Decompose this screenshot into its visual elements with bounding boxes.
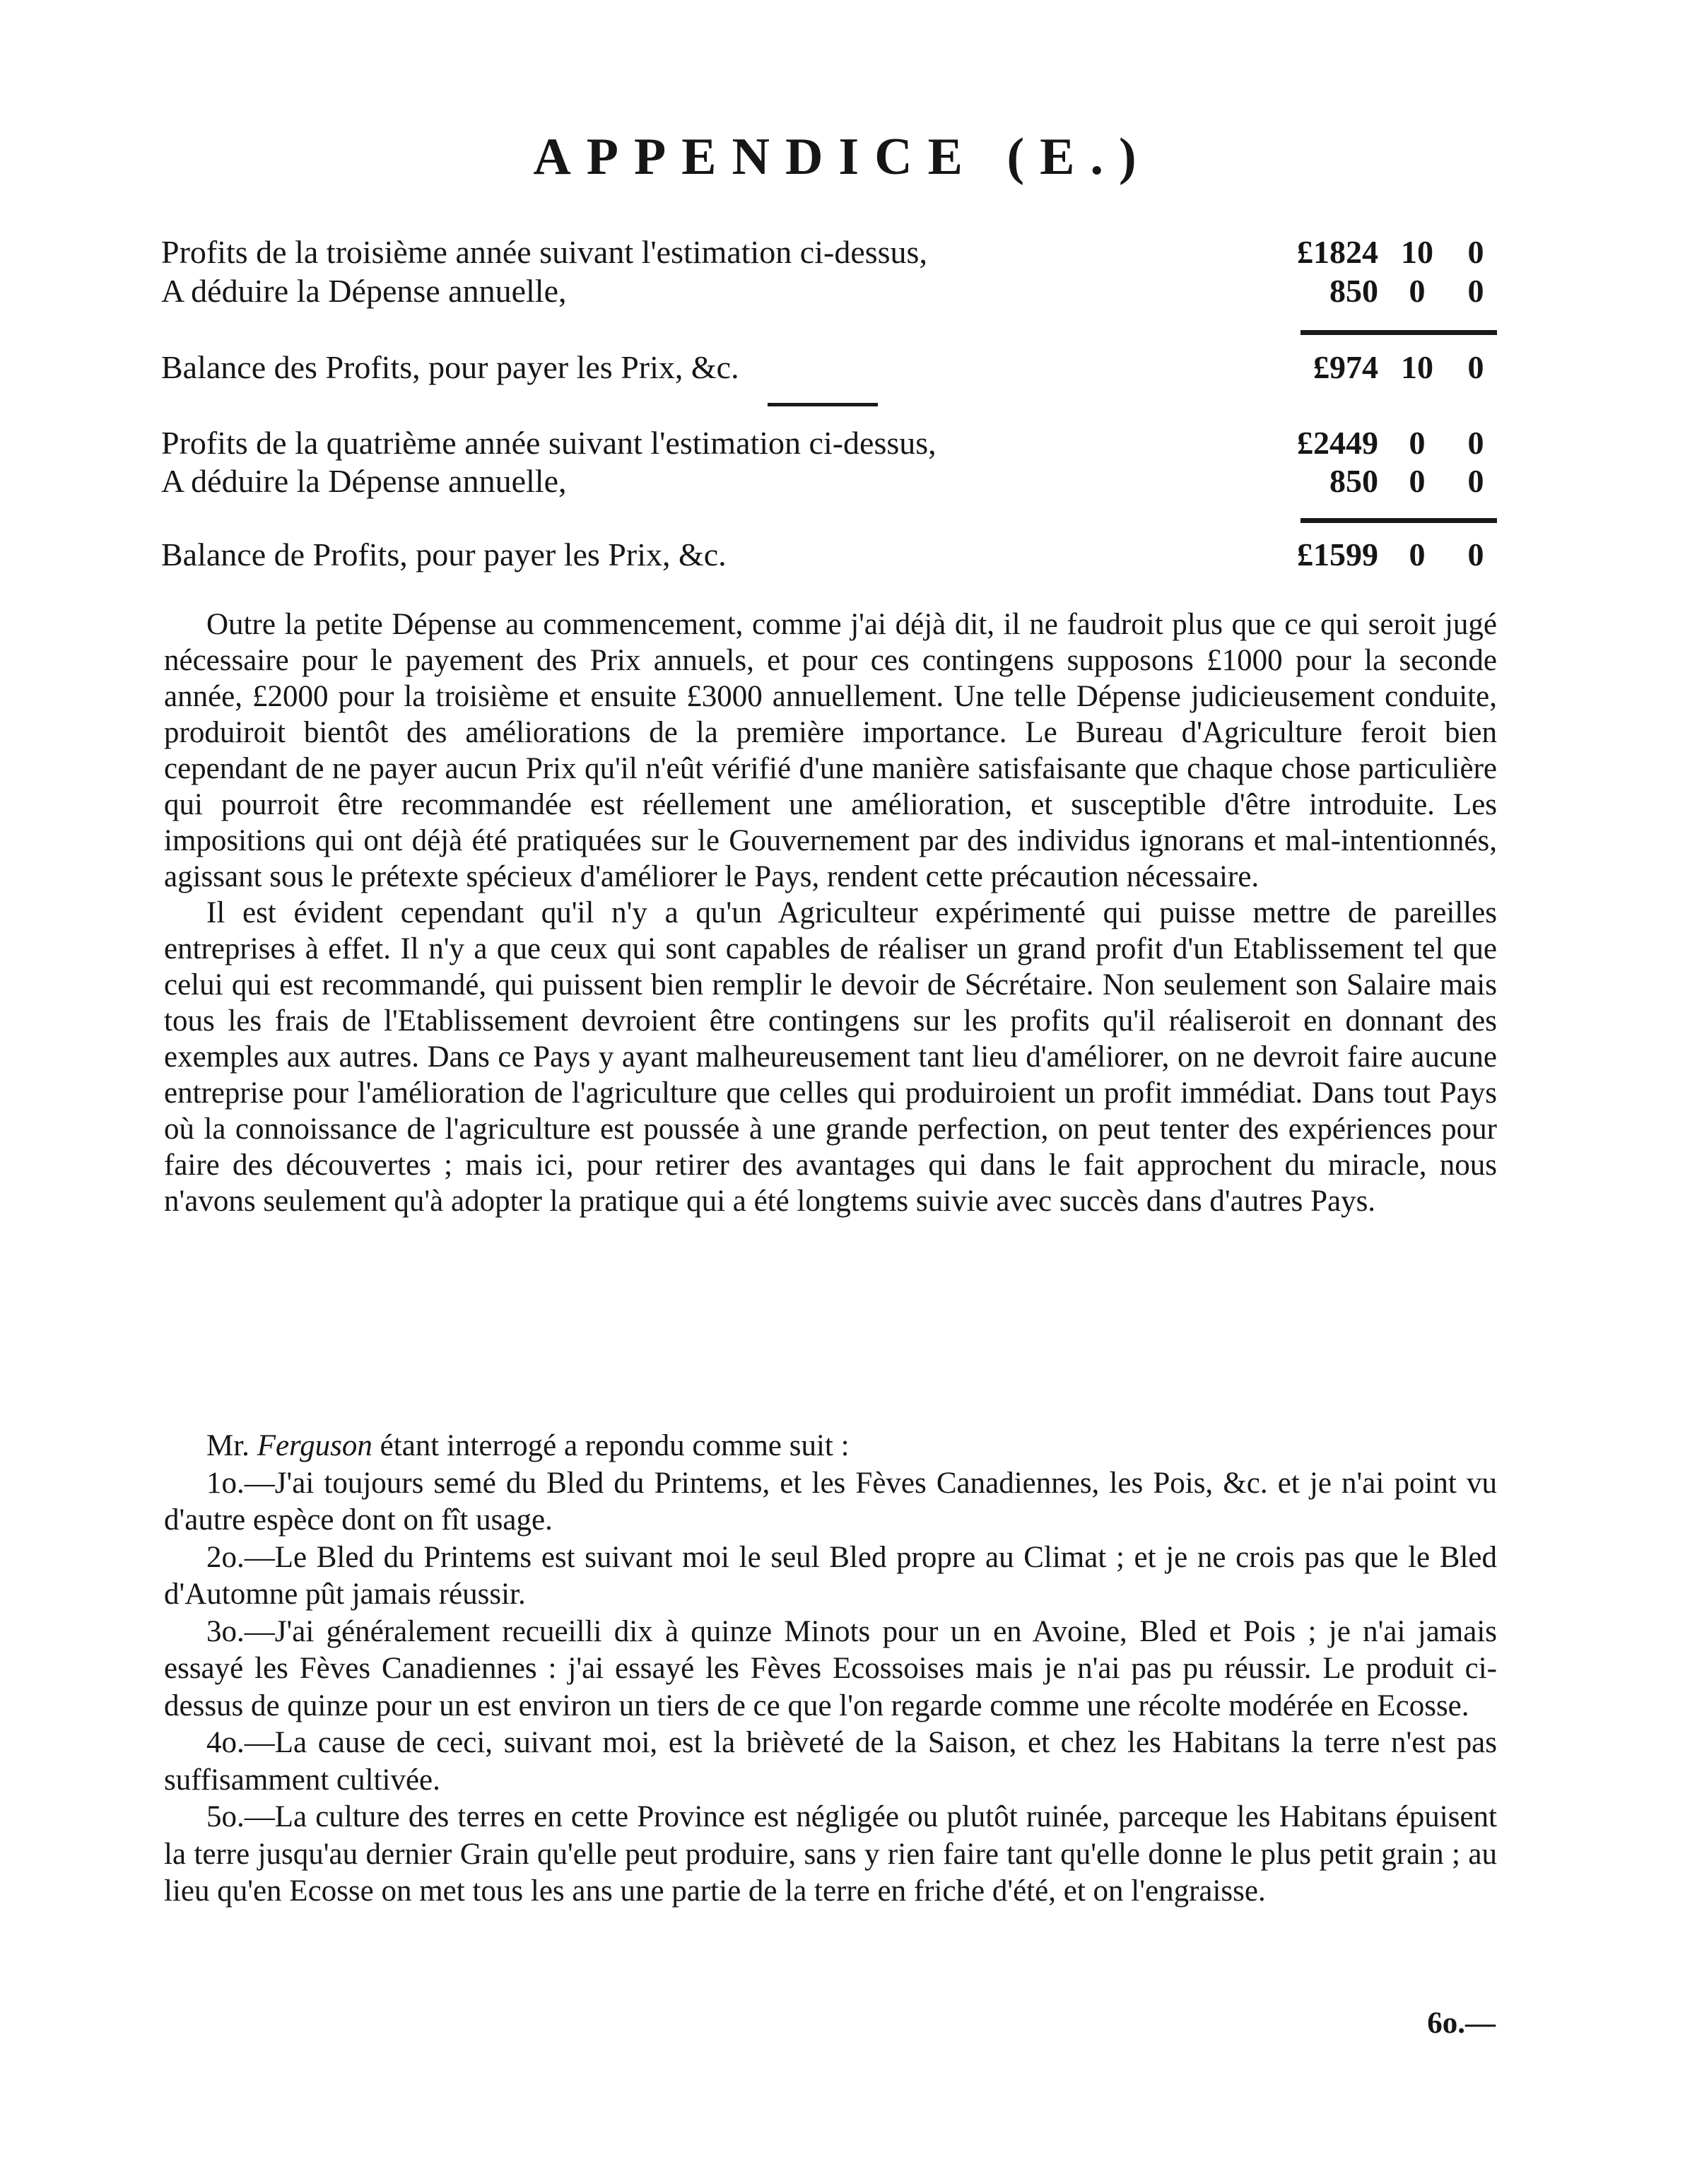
account-label: Profits de la troisième année suivant l'estimation ci-dessus, — [161, 234, 927, 270]
account-label: Balance des Profits, pour payer les Prix, &c. — [161, 349, 739, 385]
witness-name: Ferguson — [257, 1429, 372, 1462]
account-pence: 0 — [1467, 349, 1484, 385]
account-row — [161, 462, 1497, 505]
account-pence: 0 — [1467, 463, 1484, 499]
account-shillings: 10 — [1401, 349, 1433, 385]
sum-rule — [1301, 518, 1497, 523]
section-divider — [768, 403, 878, 406]
catchword: 6o.— — [1427, 2007, 1496, 2040]
account-shillings: 10 — [1401, 234, 1433, 270]
account-shillings: 0 — [1409, 273, 1426, 309]
account-row — [161, 348, 1497, 391]
answer-paragraph: 4o.—La cause de ceci, suivant moi, est la brièveté de la Saison, et chez les Habitans la terre n'est pas suffisamment cultivée. — [164, 1726, 1497, 1797]
account-pounds: £974 — [1313, 349, 1378, 385]
body-text — [164, 606, 1497, 1219]
account-label: Profits de la quatrième année suivant l'estimation ci-dessus, — [161, 425, 937, 461]
account-shillings: 0 — [1409, 536, 1426, 573]
account-label: Balance de Profits, pour payer les Prix, &c. — [161, 536, 727, 573]
account-label: A déduire la Dépense annuelle, — [161, 273, 567, 309]
account-pence: 0 — [1467, 273, 1484, 309]
account-pence: 0 — [1467, 536, 1484, 573]
intro-prefix: Mr. — [206, 1429, 249, 1462]
account-pounds: 850 — [1329, 273, 1378, 309]
answer-paragraph: 1o.—J'ai toujours semé du Bled du Printems, et les Fèves Canadiennes, les Pois, &c. et je n'ai point vu d'autre espèce dont on fît usage. — [164, 1466, 1497, 1537]
account-row — [161, 424, 1497, 466]
account-pounds: £1824 — [1297, 234, 1378, 270]
account-row — [161, 272, 1497, 315]
interrogation-section — [164, 1428, 1497, 1910]
account-pence: 0 — [1467, 425, 1484, 461]
account-pounds: £1599 — [1297, 536, 1378, 573]
body-paragraph: Il est évident cependant qu'il n'y a qu'un Agriculteur expérimenté qui puisse mettre de pareilles entreprises à effet. Il n'y a que ceux qui sont capables de réaliser un grand profit d'un Etablissement tel que celui qui est recommandé, qui puissent bien remplir le devoir de Sécrétaire. Non seulement son Salaire mais tous les frais de l'Etablissement devroient être contingens sur les profits qu'il réaliseroit en donnant des exemples aux autres. Dans ce Pays y ayant malheureusement tant lieu d'améliorer, on ne devroit faire aucune entreprise pour l'amélioration de l'agriculture que celles qui produiroient un profit immédiat. Dans tout Pays où la connoissance de l'agriculture est poussée à une grande perfection, on peut tenter des expériences pour faire des découvertes ; mais ici, pour retirer des avantages qui dans le fait approchent du miracle, nous n'avons seulement qu'à adopter la pratique qui a été longtems suivie avec succès dans d'autres Pays. — [164, 896, 1497, 1218]
body-paragraph: Outre la petite Dépense au commencement, comme j'ai déjà dit, il ne faudroit plus que ce qui seroit jugé nécessaire pour le payement des Prix annuels, et pour ces contingens supposons £1000 pour la seconde année, £2000 pour la troisième et ensuite £3000 annuellement. Une telle Dépense judicieusement conduite, produiroit bientôt des améliorations de la première importance. Le Bureau d'Agriculture feroit bien cependant de ne payer aucun Prix qu'il n'eût vérifié d'une manière satisfaisante que chaque chose particulière qui pourroit être recommandée est réellement une amélioration, et susceptible d'être introduite. Les impositions qui ont déjà été pratiquées sur le Gouvernement par des individus ignorans et mal-intentionnés, agissant sous le prétexte spécieux d'améliorer le Pays, rendent cette précaution nécessaire. — [164, 608, 1497, 893]
intro-suffix: étant interrogé a repondu comme suit : — [380, 1429, 850, 1462]
account-pounds: 850 — [1329, 463, 1378, 499]
page-title: APPENDICE (E.) — [533, 128, 1152, 186]
account-pence: 0 — [1467, 234, 1484, 270]
account-label: A déduire la Dépense annuelle, — [161, 463, 567, 499]
account-row — [161, 536, 1497, 578]
interrogation-intro — [164, 1428, 1497, 1465]
account-shillings: 0 — [1409, 463, 1426, 499]
account-shillings: 0 — [1409, 425, 1426, 461]
sum-rule — [1301, 330, 1497, 335]
account-row — [161, 233, 1497, 276]
answer-paragraph: 5o.—La culture des terres en cette Province est négligée ou plutôt ruinée, parceque les Habitans épuisent la terre jusqu'au dernier Grain qu'elle peut produire, sans y rien faire tant qu'elle donne le plus petit grain ; au lieu qu'en Ecosse on met tous les ans une partie de la terre en friche d'été, et on l'engraisse. — [164, 1800, 1497, 1908]
answer-paragraph: 3o.—J'ai généralement recueilli dix à quinze Minots pour un en Avoine, Bled et Pois ; je n'ai jamais essayé les Fèves Canadiennes : j'ai essayé les Fèves Ecossoises mais je n'ai pas pu réussir. Le produit ci-dessus de quinze pour un est environ un tiers de ce que l'on regarde comme une récolte modérée en Ecosse. — [164, 1614, 1497, 1722]
account-pounds: £2449 — [1297, 425, 1378, 461]
answer-paragraph: 2o.—Le Bled du Printems est suivant moi le seul Bled propre au Climat ; et je ne crois pas que le Bled d'Automne pût jamais réussir. — [164, 1540, 1497, 1611]
